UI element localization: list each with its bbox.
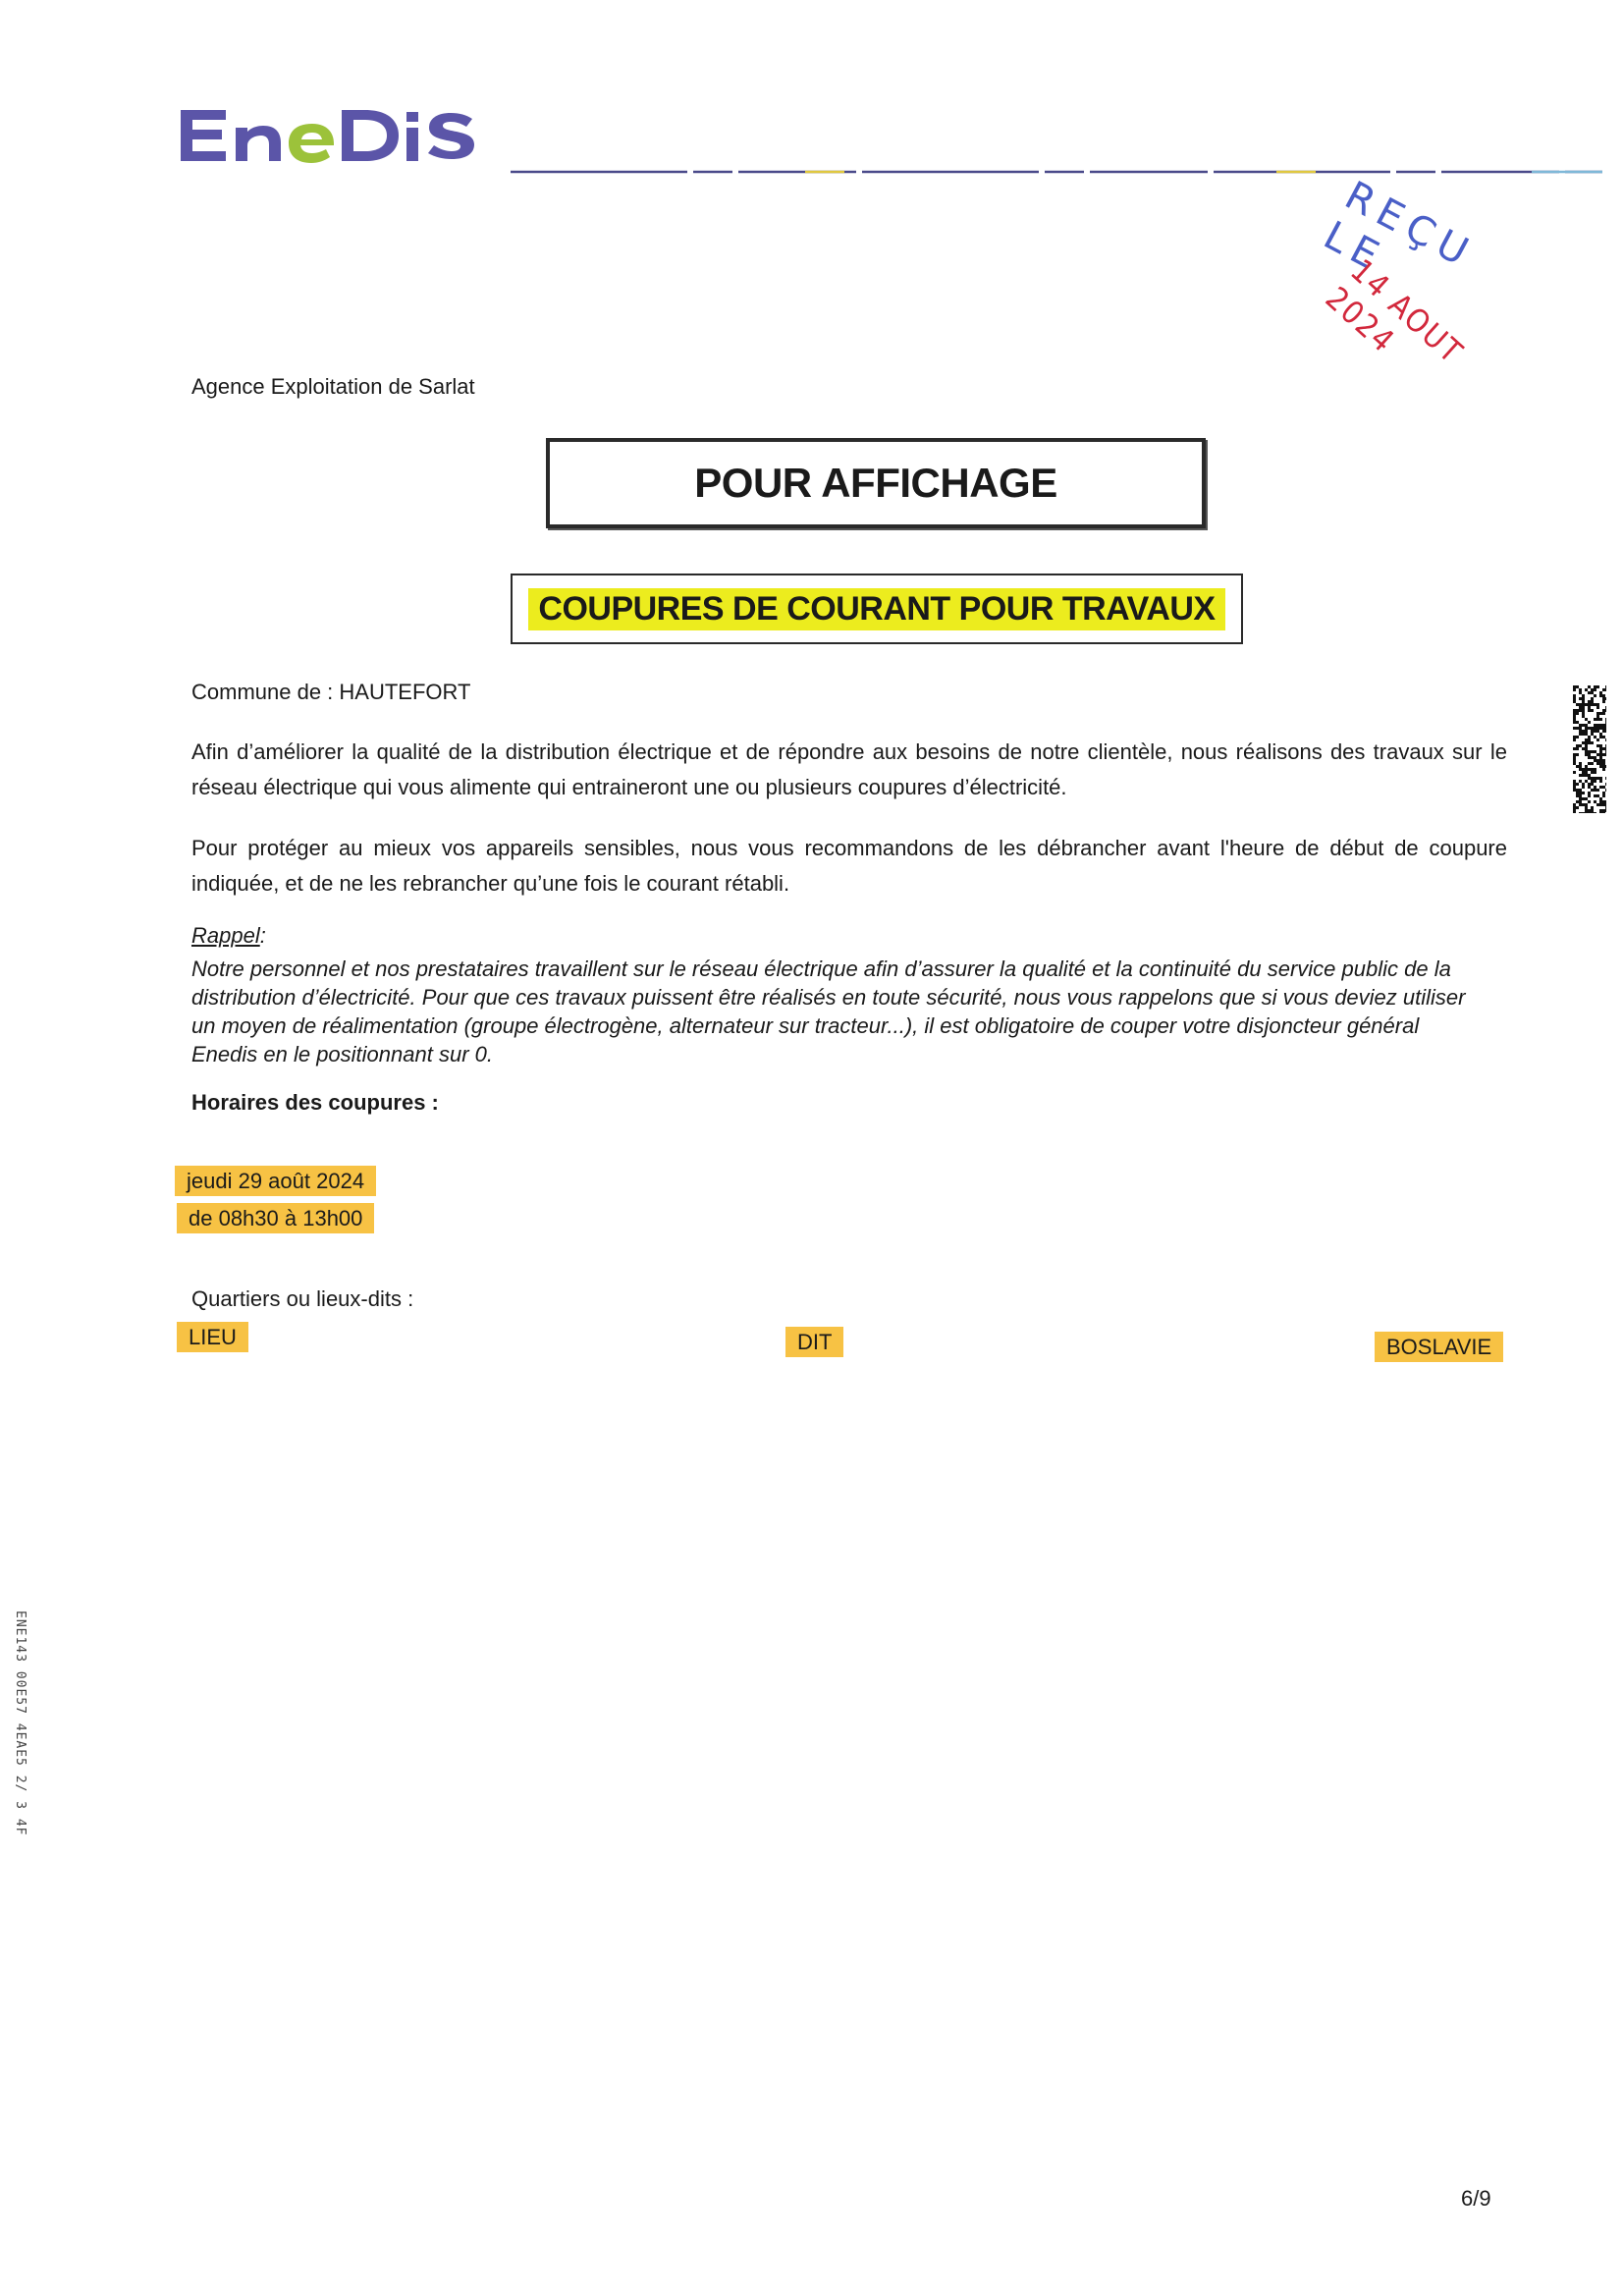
enedis-logo <box>177 98 491 177</box>
page-number: 6/9 <box>1461 2186 1491 2211</box>
subtitle-box <box>511 574 1243 644</box>
stamp-date: 14 AOUT 2024 <box>1318 251 1471 372</box>
outage-time: de 08h30 à 13h00 <box>177 1203 374 1233</box>
advice-paragraph: Pour protéger au mieux vos appareils sensibles, nous vous recommandons de les débrancher avant l'heure de début de coupure indiquée, et de ne les rebrancher qu’une fois le courant rétabli. <box>191 836 1507 896</box>
agency-name: Agence Exploitation de Sarlat <box>191 374 475 399</box>
received-stamp <box>1276 173 1532 393</box>
commune-line: Commune de : HAUTEFORT <box>191 680 471 704</box>
rappel-text: Notre personnel et nos prestataires travaillent sur le réseau électrique afin d’assurer la qualité et la continuité du service public de la distribution d’électricité. Pour que ces travaux puissent être réalisés en toute sécurité, nous vous rappelons que si vous deviez utiliser un moyen de réalimentation (groupe électrogène, alternateur sur tracteur...), il est obligatoire de couper votre disjoncteur général Enedis en le positionnant sur 0. <box>191 957 1466 1066</box>
title-box <box>546 438 1206 528</box>
intro-paragraph: Afin d’améliorer la qualité de la distribution électrique et de répondre aux besoins de notre clientèle, nous réalisons des travaux sur le réseau électrique qui vous alimente qui entraineront une ou plusieurs coupures d’électricité. <box>191 739 1507 799</box>
location-entry: LIEU <box>177 1322 248 1352</box>
enedis-logo-graphic <box>177 98 491 177</box>
quartiers-heading: Quartiers ou lieux-dits : <box>191 1286 414 1311</box>
rappel-suffix: : <box>259 923 266 948</box>
side-code-text: ENE143 00E57 4EAE5 2/ 3 4F <box>13 1611 27 1836</box>
rappel-heading <box>191 923 266 949</box>
location-entry: DIT <box>785 1327 843 1357</box>
stamp-label: REÇU LE <box>1316 173 1483 283</box>
page-title: POUR AFFICHAGE <box>694 460 1057 506</box>
horaires-heading: Horaires des coupures : <box>191 1090 439 1115</box>
location-entry: BOSLAVIE <box>1375 1332 1503 1362</box>
side-reference-code <box>6 1611 35 1886</box>
header-rule <box>511 169 1602 175</box>
datamatrix-barcode <box>1573 685 1606 813</box>
page-subtitle: COUPURES DE COURANT POUR TRAVAUX <box>528 588 1224 630</box>
rappel-label: Rappel <box>191 923 260 948</box>
outage-date: jeudi 29 août 2024 <box>175 1166 376 1196</box>
